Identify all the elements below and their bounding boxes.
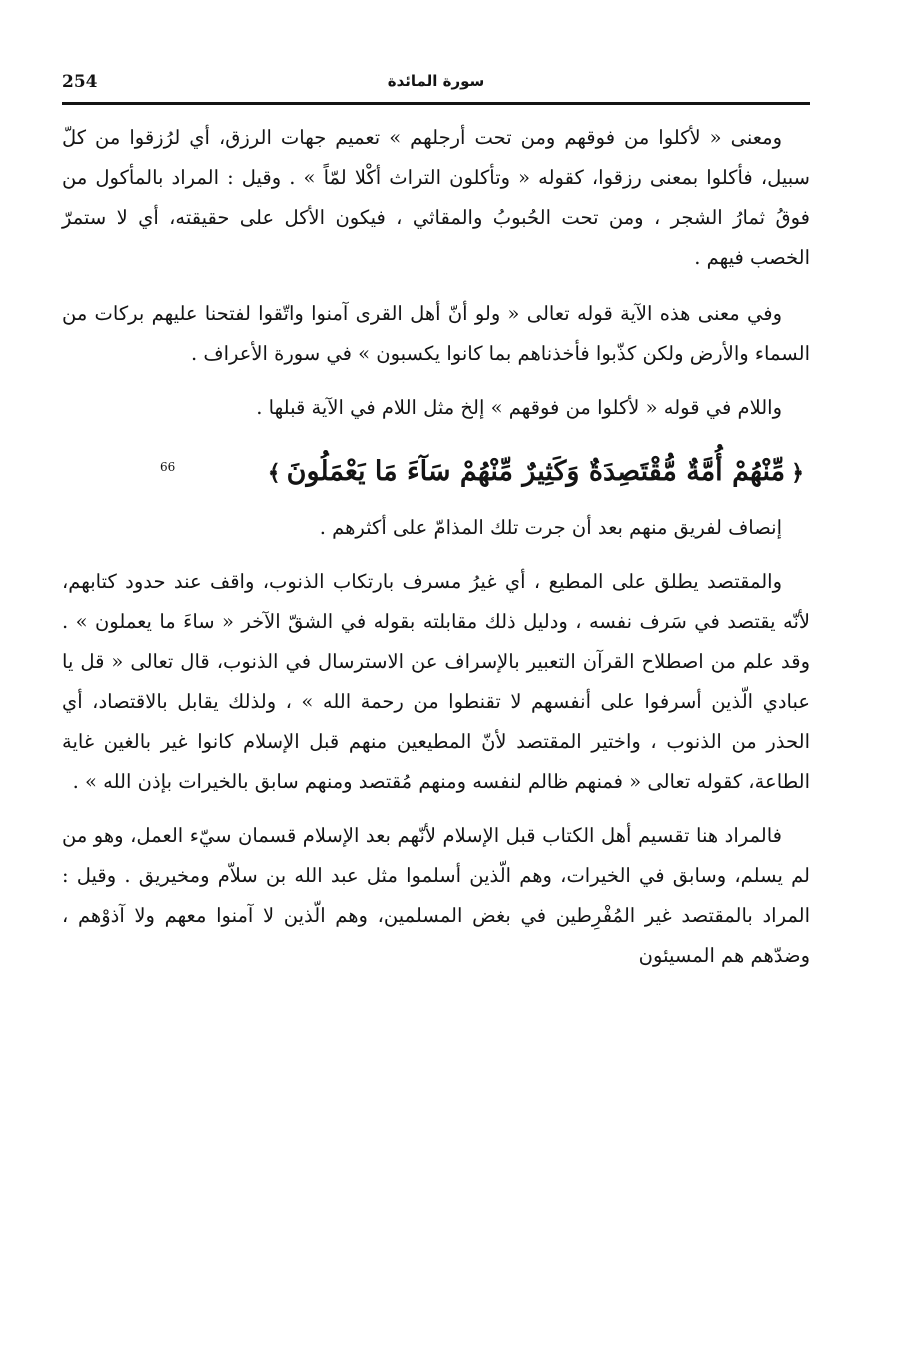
paragraph-2: وفي معنى هذه الآية قوله تعالى « ولو أنّ أهل القرى آمنوا واتّقوا لفتحنا عليهم بركات من السماء والأرض ولكن كذّبوا فأخذناهم بما كانوا يكسبون » في سورة الأعراف . [62, 302, 810, 365]
quran-verse [62, 438, 810, 508]
paragraph-5: والمقتصد يطلق على المطيع ، أي غيرُ مسرف بارتكاب الذنوب، واقف عند حدود كتابهم، لأنّه يقتصد في سَرف نفسه ، ودليل ذلك مقابلته بقوله في الشقّ الآخر « ساءَ ما يعملون » . وقد علم من اصطلاح القرآن التعبير بالإسراف عن الاسترسال في الذنوب، قال تعالى « قل يا عبادي الّذين أسرفوا على أنفسهم لا تقنطوا من رحمة الله » ، ولذلك يقابل بالاقتصاد، أي الحذر من الذنوب ، واختير المقتصد لأنّ المطيعين منهم قبل الإسلام كانوا غير بالغين غاية الطاعة، كقوله تعالى « فمنهم ظالم لنفسه ومنهم مُقتصد ومنهم سابق بالخيرات بإذن الله » . [62, 570, 810, 793]
page-number: 254 [62, 72, 98, 92]
page-header [62, 70, 810, 104]
body-text [62, 118, 810, 976]
verse-line [262, 446, 810, 499]
paragraph-4: إنصاف لفريق منهم بعد أن جرت تلك المذامّ على أكثرهم . [319, 516, 782, 539]
paragraph-3: واللام في قوله « لأكلوا من فوقهم » إلخ مثل اللام في الآية قبلها . [256, 396, 782, 419]
verse-open-bracket: ﴿ [791, 460, 804, 486]
running-title: سورة المائدة [387, 72, 485, 90]
paragraph-1: ومعنى « لأكلوا من فوقهم ومن تحت أرجلهم » تعميم جهات الرزق، أي لرُزقوا من كلّ سبيل، فأكلوا بمعنى رزقوا، كقوله « وتأكلون التراث أكْلا لمّاً » . وقيل : المراد بالمأكول من فوقُ ثمارُ الشجر ، ومن تحت الحُبوبُ والمقاثي ، فيكون الأكل على حقيقته، أي لا ستمرّ الخصب فيهم . [62, 126, 810, 269]
verse-close-bracket: ﴾ [267, 460, 281, 486]
paragraph-6: فالمراد هنا تقسيم أهل الكتاب قبل الإسلام لأنّهم بعد الإسلام قسمان سيّء العمل، وهو من لم يسلم، وسابق في الخيرات، وهم الّذين أسلموا مثل عبد الله بن سلاّم ومخيريق . وقيل : المراد بالمقتصد غير المُفْرِطين في بغض المسلمين، وهم الّذين لا آمنوا معهم ولا آذوْهم ، وضدّهم هم المسيئون [62, 824, 810, 967]
verse-number: 66 [160, 460, 176, 474]
verse-text: مِّنْهُمْ أُمَّةٌ مُّقْتَصِدَةٌ وَكَثِيرٌ مِّنْهُمْ سَآءَ مَا يَعْمَلُونَ [286, 456, 786, 487]
header-rule [62, 102, 810, 105]
